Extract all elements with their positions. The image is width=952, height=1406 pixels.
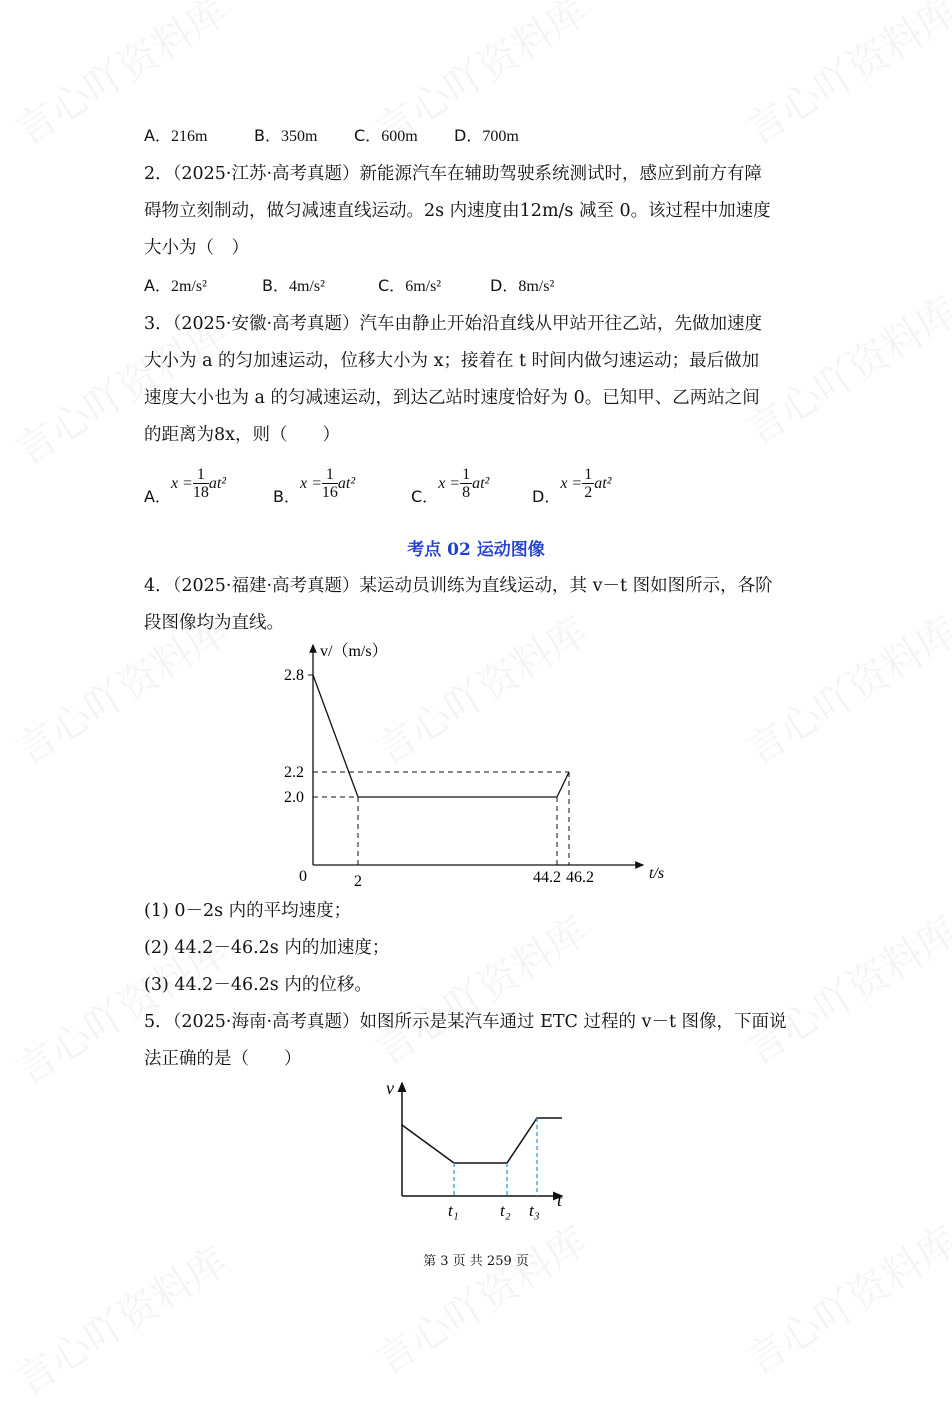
- q4-text: 4．（2025·福建·高考真题）某运动员训练为直线运动，其 v－t 图如图所示，各阶: [144, 576, 773, 596]
- option-label: C．: [411, 487, 439, 506]
- x-axis-label: t/s: [649, 865, 665, 882]
- denominator: 2: [584, 484, 593, 501]
- y-axis-label: v/（m/s）: [320, 643, 388, 660]
- x-tick-label: t₃: [529, 1201, 540, 1220]
- option-a: 2m/s²: [170, 278, 207, 295]
- option-label: D．: [490, 276, 519, 295]
- option-d: 8m/s²: [518, 278, 555, 295]
- option-label: D．: [454, 126, 483, 145]
- guide-lines: [454, 1118, 537, 1196]
- x-axis-label: t: [557, 1190, 563, 1210]
- page-footer: 第 3 页 共 259 页: [423, 1254, 529, 1269]
- option-a: 216m: [170, 128, 208, 145]
- q3-text: 的距离为8x，则（ ）: [144, 425, 341, 445]
- formula-lhs: x =: [299, 475, 322, 492]
- option-c: 6m/s²: [405, 278, 442, 295]
- y-axis-label: v: [386, 1078, 394, 1098]
- x-tick-label: t₂: [500, 1201, 511, 1220]
- formula-rhs: at²: [337, 475, 356, 492]
- option-label: B．: [273, 487, 300, 506]
- formula-lhs: x =: [438, 475, 461, 492]
- q5-vt-graph: [386, 1078, 563, 1220]
- option-label: C．: [378, 276, 406, 295]
- y-tick-label: 2.0: [284, 789, 304, 806]
- numerator: 1: [462, 466, 471, 483]
- q3-text: 大小为 a 的匀加速运动，位移大小为 x；接着在 t 时间内做匀速运动；最后做加: [144, 351, 760, 371]
- option-label: A．: [144, 126, 171, 145]
- x-tick-label: t₁: [448, 1201, 459, 1220]
- q4-subquestion: (1) 0－2s 内的平均速度；: [144, 901, 352, 921]
- formula-lhs: x =: [560, 475, 583, 492]
- option-label: A．: [144, 276, 171, 295]
- q3-text: 速度大小也为 a 的匀减速运动，到达乙站时速度恰好为 0。已知甲、乙两站之间: [144, 388, 760, 408]
- q2-text: 碍物立刻制动，做匀减速直线运动。2s 内速度由12m/s 减至 0。该过程中加速度: [144, 201, 771, 221]
- q4-subquestion: (2) 44.2－46.2s 内的加速度；: [144, 938, 390, 958]
- option-c: 600m: [381, 128, 418, 145]
- formula-lhs: x =: [170, 475, 193, 492]
- velocity-line: [402, 1118, 562, 1163]
- numerator: 1: [584, 466, 593, 483]
- y-tick-label: 2.8: [284, 667, 304, 684]
- option-label: A．: [144, 487, 171, 506]
- option-label: C．: [354, 126, 382, 145]
- option-label: B．: [254, 126, 281, 145]
- q5-text: 5．（2025·海南·高考真题）如图所示是某汽车通过 ETC 过程的 v－t 图像，下面说: [144, 1012, 787, 1032]
- q2-text: 2．（2025·江苏·高考真题）新能源汽车在辅助驾驶系统测试时，感应到前方有障: [144, 164, 763, 184]
- numerator: 1: [193, 466, 209, 484]
- q3-text: 3．（2025·安徽·高考真题）汽车由静止开始沿直线从甲站开往乙站，先做加速度: [144, 314, 763, 334]
- numerator: 1: [322, 466, 338, 484]
- guide-lines: [313, 772, 569, 865]
- formula-rhs: at²: [208, 475, 227, 492]
- formula-rhs: at²: [472, 475, 490, 492]
- y-tick-label: 2.2: [284, 764, 304, 781]
- option-b: 4m/s²: [288, 278, 325, 295]
- option-label: B．: [262, 276, 289, 295]
- option-d: 700m: [482, 128, 519, 145]
- q4-text: 段图像均为直线。: [144, 613, 284, 633]
- x-tick-label: 2: [354, 873, 362, 890]
- q5-text: 法正确的是（ ）: [144, 1049, 302, 1069]
- section-title: 考点 02 运动图像: [407, 540, 545, 560]
- denominator: 8: [462, 484, 471, 501]
- option-label: D．: [532, 487, 561, 506]
- option-b: 350m: [280, 128, 318, 145]
- formula-rhs: at²: [594, 475, 612, 492]
- q2-text: 大小为（ ）: [144, 238, 249, 258]
- x-tick-label: 44.2: [533, 869, 561, 886]
- q4-subquestion: (3) 44.2－46.2s 内的位移。: [144, 975, 372, 995]
- origin-label: 0: [299, 868, 307, 885]
- velocity-line: [313, 675, 569, 797]
- x-tick-label: 46.2: [566, 869, 594, 886]
- denominator: 18: [192, 484, 209, 501]
- denominator: 16: [321, 484, 338, 501]
